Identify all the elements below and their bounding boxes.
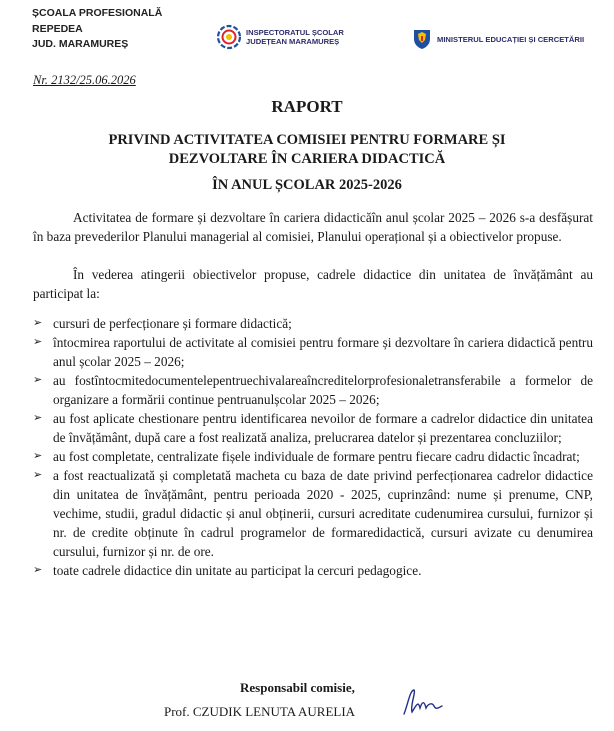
signature-role: Responsabil comisie, xyxy=(240,680,355,695)
arrow-bullet-icon: ➢ xyxy=(33,317,43,329)
isj-name-line: INSPECTORATUL ȘCOLAR xyxy=(246,27,344,37)
list-item-text: a fost reactualizată și completată macheta cu baza de date privind perfecționarea cadrelor didactice din unitatea de învățământ, pentru perioada 2020 - 2025, cuprinzând: nume și prenume, CNP, vechime, studii, gradul didactic și anul obținerii, cursuri acreditate cudenumirea cursului, furnizor și nr. de credite obținute în cadrul programelor de formaredidactică, cursuri avizate cu denumirea cursului, furnizor și nr. de ore. xyxy=(53,468,593,559)
subtitle-line: DEZVOLTARE ÎN CARIERA DIDACTICĂ xyxy=(168,151,446,167)
isj-name-line: JUDEȚEAN MARAMUREȘ xyxy=(246,37,340,46)
list-item xyxy=(33,466,593,561)
list-item xyxy=(33,447,593,466)
list-item-text: toate cadrele didactice din unitate au participat la cercuri pedagogice. xyxy=(53,563,422,578)
list-item xyxy=(33,371,593,409)
ministry-name: MINISTERUL EDUCAȚIEI ȘI CERCETĂRII xyxy=(437,34,585,44)
list-item-text: întocmirea raportului de activitate al comisiei pentru formare și dezvoltare în cariera didactică pentru anul școlar 2025 – 2026; xyxy=(53,335,593,369)
document-header xyxy=(0,0,614,70)
registration-number: Nr. 2132/25.06.2026 xyxy=(33,73,136,87)
school-name-line: JUD. MARAMUREȘ xyxy=(32,38,129,50)
arrow-bullet-icon: ➢ xyxy=(33,374,43,386)
arrow-bullet-icon: ➢ xyxy=(33,564,43,576)
ministry-logo-block xyxy=(412,28,584,50)
intro-paragraph: Activitatea de formare și dezvoltare în cariera didacticăîn anul școlar 2025 – 2026 s-a desfășurat în baza prevederilor Planului managerial al comisiei, Planului operațional și a obiectivelor propuse. xyxy=(33,210,593,244)
list-item xyxy=(33,561,593,580)
list-item xyxy=(33,409,593,447)
list-item-text: cursuri de perfecționare și formare didactică; xyxy=(53,316,292,331)
arrow-bullet-icon: ➢ xyxy=(33,450,43,462)
document-title: RAPORT xyxy=(271,97,343,116)
school-name xyxy=(32,6,162,53)
signature-name: Prof. CZUDIK LENUTA AURELIA xyxy=(164,704,356,719)
isj-logo-block xyxy=(216,24,344,50)
subtitle-line: PRIVIND ACTIVITATEA COMISIEI PENTRU FORMARE ȘI xyxy=(108,132,506,148)
list-item-text: au fost completate, centralizate fișele individuale de formare pentru fiecare cadru didactic încadrat; xyxy=(53,449,580,464)
coat-of-arms-icon xyxy=(412,28,432,50)
document-subtitle xyxy=(0,131,614,169)
school-name-line: REPEDEA xyxy=(32,22,83,35)
arrow-bullet-icon: ➢ xyxy=(33,336,43,348)
handwritten-signature xyxy=(398,684,444,718)
list-item xyxy=(33,314,593,333)
participation-paragraph: În vederea atingerii obiectivelor propuse, cadrele didactice din unitatea de învățământ au participat la: xyxy=(33,267,593,301)
arrow-bullet-icon: ➢ xyxy=(33,469,43,481)
list-item-text: au fostîntocmitedocumentelepentruechivalareaîncreditelorprofesionaletransferabile a formelor de organizare a formării continue pentruanulșcolar 2025 – 2026; xyxy=(53,373,593,407)
activities-list xyxy=(33,314,593,580)
school-name-line: ȘCOALA PROFESIONALĂ xyxy=(32,7,163,19)
list-item xyxy=(33,333,593,371)
arrow-bullet-icon: ➢ xyxy=(33,412,43,424)
school-year-line: ÎN ANUL ȘCOLAR 2025-2026 xyxy=(212,177,402,193)
isj-logo-icon xyxy=(216,24,242,50)
list-item-text: au fost aplicate chestionare pentru identificarea nevoilor de formare a cadrelor didactice din unitatea de învățământ, după care a fost realizată analiza, prelucrarea datelor și prezentarea concluziilor; xyxy=(53,411,593,445)
